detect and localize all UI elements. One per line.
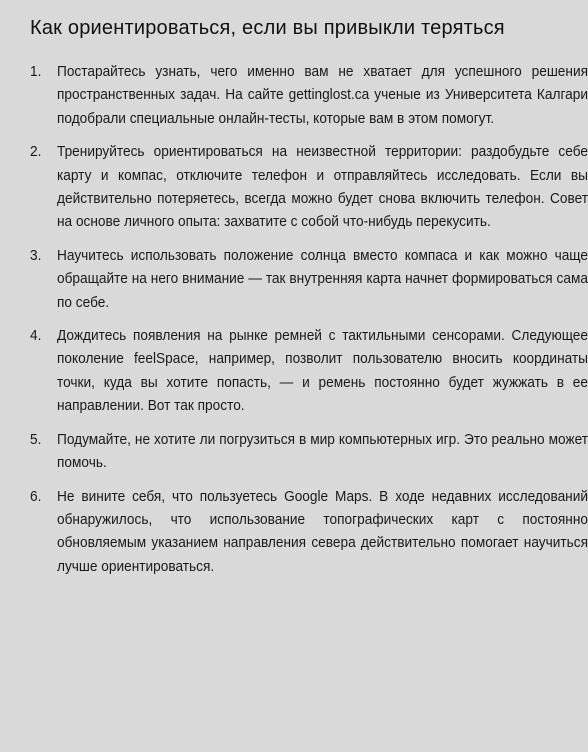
item-text: Подумайте, не хотите ли погрузиться в мир компьютерных игр. Это реально может помочь.	[57, 430, 588, 472]
list-item	[30, 428, 588, 475]
item-number: 4.	[30, 327, 42, 345]
item-text: Тренируйтесь ориентироваться на неизвестной территории: раздобудьте себе карту и компас, отключите телефон и отправляйтесь исследовать. Если вы действительно потеряетесь, всегда можно будет снова включить телефон. Совет на основе личного опыта: захватите с собой что-нибудь перекусить.	[57, 143, 588, 231]
item-number: 1.	[30, 63, 42, 80]
list-item	[30, 140, 588, 234]
item-text: Дождитесь появления на рынке ремней с тактильными сенсорами. Следующее поколение feelSpace, например, позволит пользователю вносить координаты точки, куда вы хотите попасть, — и ремень постоянно будет жужжать в ее направлении. Вот так просто.	[57, 327, 588, 415]
tips-list	[30, 60, 588, 578]
list-item	[30, 485, 588, 579]
item-number: 6.	[30, 487, 42, 505]
item-number: 3.	[30, 246, 42, 264]
item-number: 2.	[30, 143, 42, 161]
list-item	[30, 60, 588, 130]
item-text: Научитесь использовать положение солнца вместо компаса и как можно чаще обращайте на него внимание — так внутренняя карта начнет формироваться сама по себе.	[57, 246, 588, 311]
page-title: Как ориентироваться, если вы привыкли теряться	[30, 17, 505, 39]
list-item	[30, 324, 588, 418]
item-text: Не вините себя, что пользуетесь Google Maps. В ходе недавних исследований обнаружилось, что использование топографических карт с постоянно обновляемым указанием направления севера действительно помогает научиться лучше ориентироваться.	[57, 487, 588, 575]
item-text: Постарайтесь узнать, чего именно вам не хватает для успешного решения пространственных задач. На сайте gettinglost.ca ученые из Университета Калгари подобрали специальные онлайн-тесты, которые вам в этом помогут.	[57, 63, 588, 127]
list-item	[30, 244, 588, 314]
item-number: 5.	[30, 430, 42, 448]
